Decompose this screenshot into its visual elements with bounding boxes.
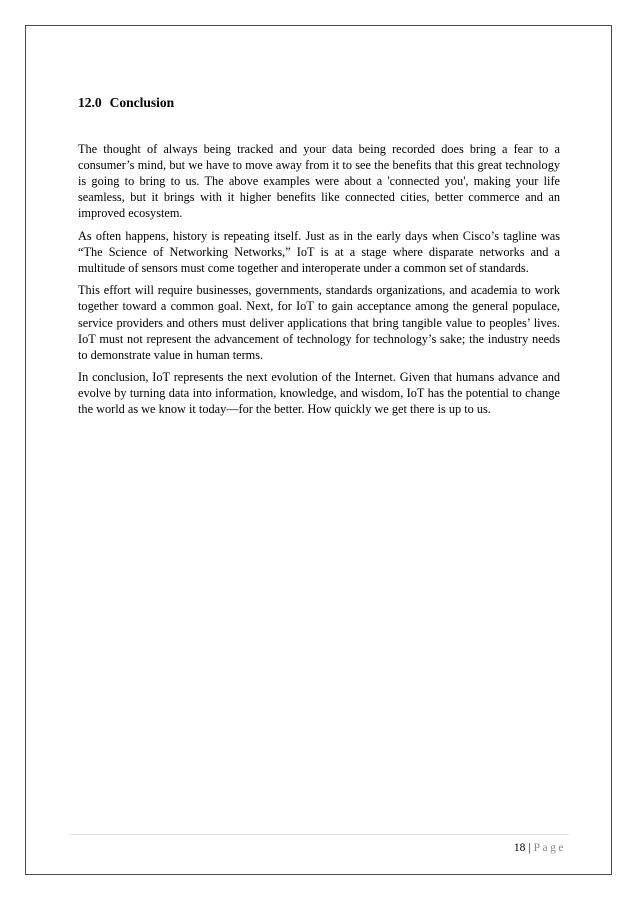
section-title: Conclusion [109,95,175,110]
page-number: 18 [513,842,526,854]
body-text [78,141,560,424]
page-label: Page [533,842,566,854]
paragraph: In conclusion, IoT represents the next evolution of the Internet. Given that humans advance and evolve by turning data into information, knowledge, and wisdom, IoT has the potential to change the world as we know it today—for the better. How quickly we get there is up to us. [78,370,560,417]
page-footer [514,841,566,855]
section-number: 12.0 [78,95,102,110]
section-heading [78,94,174,111]
paragraph: This effort will require businesses, governments, standards organizations, and academia to work together toward a common goal. Next, for IoT to gain acceptance among the general populace, service providers and others must deliver applications that bring tangible value to peoples’ lives. IoT must not represent the advancement of technology for technology’s sake; the industry needs to demonstrate value in human terms. [78,283,560,362]
paragraph: The thought of always being tracked and your data being recorded does bring a fear to a consumer’s mind, but we have to move away from it to see the benefits that this great technology is going to bring to us. The above examples were about a 'connected you', making your life seamless, but it brings with it higher benefits like connected cities, better commerce and an improved ecosystem. [78,142,560,221]
footer-rule [69,834,569,835]
footer-separator: | [528,842,531,854]
paragraph: As often happens, history is repeating itself. Just as in the early days when Cisco’s tagline was “The Science of Networking Networks,” IoT is at a stage where disparate networks and a multitude of sensors must come together and interoperate under a common set of standards. [78,228,560,275]
